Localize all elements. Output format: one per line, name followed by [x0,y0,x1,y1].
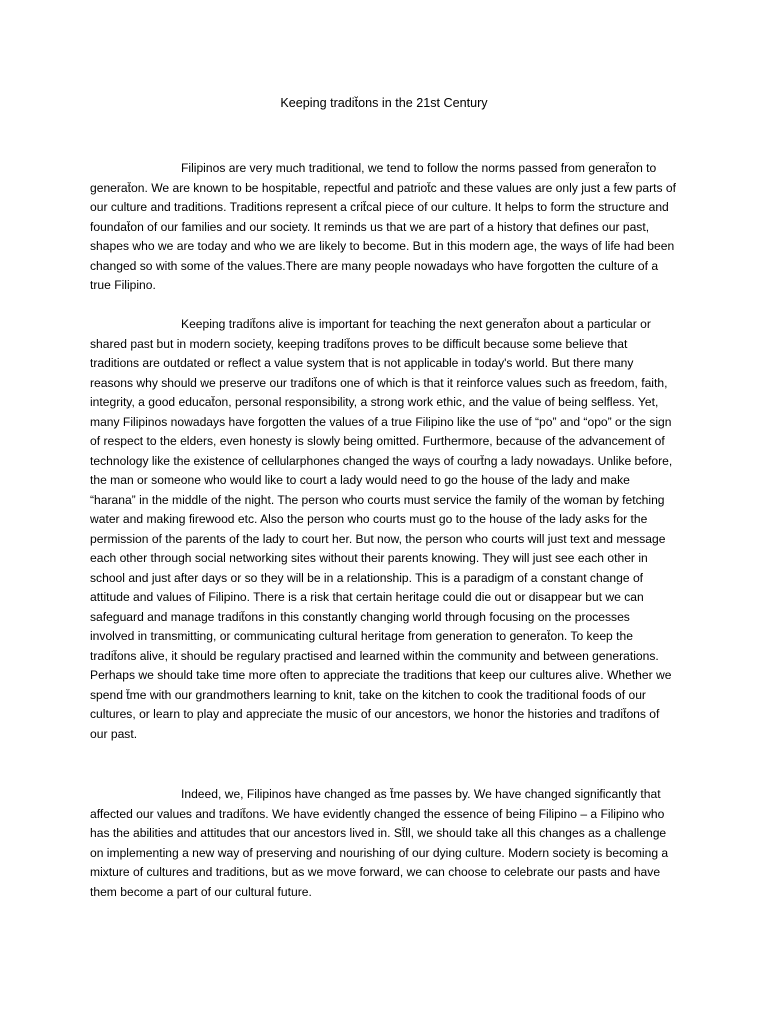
document-title: Keeping tradit̆ons in the 21st Century [280,96,488,110]
paragraph-2: Keeping tradit̆ons alive is important for teaching the next generat̆on about a particular or shared past but in modern society, keeping tradit̆ons proves to be difficult because some believe that traditions are outdated or reflect a value system that is not applicable in today's world. But there many reasons why should we preserve our tradit̆ons one of which is that it reinforce values such as freedom, faith, integrity, a good educat̆on, personal responsibility, a strong work ethic, and the value of being selfless. Yet, many Filipinos nowadays have forgotten the values of a true Filipino like the use of “po” and “opo” or the sign of respect to the elders, even honesty is slowly being omitted. Furthermore, because of the advancement of technology like the existence of cellularphones changed the ways of court̆ng a lady nowadays. Unlike before, the man or someone who would like to court a lady would need to go the house of the lady and make “harana” in the middle of the night. The person who courts must service the family of the woman by fetching water and making firewood etc. Also the person who courts must go to the house of the lady asks for the permission of the parents of the lady to court her. But now, the person who courts will just text and message each other through social networking sites without their parents knowing. They will just see each other in school and just after days or so they will be in a relationship. This is a paradigm of a constant change of attitude and values of Filipino. There is a risk that certain heritage could die out or disappear but we can safeguard and manage tradit̆ons in this constantly changing world through focusing on the processes involved in transmitting, or communicating cultural heritage from generation to generat̆on. To keep the tradit̆ons alive, it should be regulary practised and learned within the community and between generations. Perhaps we should take time more often to appreciate the traditions that keep our cultures alive. Whether we spend t̆me with our grandmothers learning to knit, take on the kitchen to cook the traditional foods of our cultures, or learn to play and appreciate the music of our ancestors, we honor the histories and tradit̆ons of our past. [90,317,673,741]
paragraph-3: Indeed, we, Filipinos have changed as t̆me passes by. We have changed significantly that affected our values and tradit̆ons. We have evidently changed the essence of being Filipino – a Filipino who has the abilities and attitudes that our ancestors lived in. St̆ll, we should take all this changes as a challenge on implementing a new way of preserving and nourishing of our dying culture. Modern society is becoming a mixture of cultures and traditions, but as we move forward, we can choose to celebrate our pasts and have them become a part of our cultural future. [90,787,669,899]
paragraph-1: Filipinos are very much traditional, we tend to follow the norms passed from generat̆on to generat̆on. We are known to be hospitable, repectful and patriot̆c and these values are only just a few parts of our culture and traditions. Traditions represent a crit̆cal piece of our culture. It helps to form the structure and foundat̆on of our families and our society. It reminds us that we are part of a history that defines our past, shapes who we are today and who we are likely to become. But in this modern age, the ways of life had been changed so with some of the values.There are many people nowadays who have forgotten the culture of a true Filipino. [90,161,677,292]
